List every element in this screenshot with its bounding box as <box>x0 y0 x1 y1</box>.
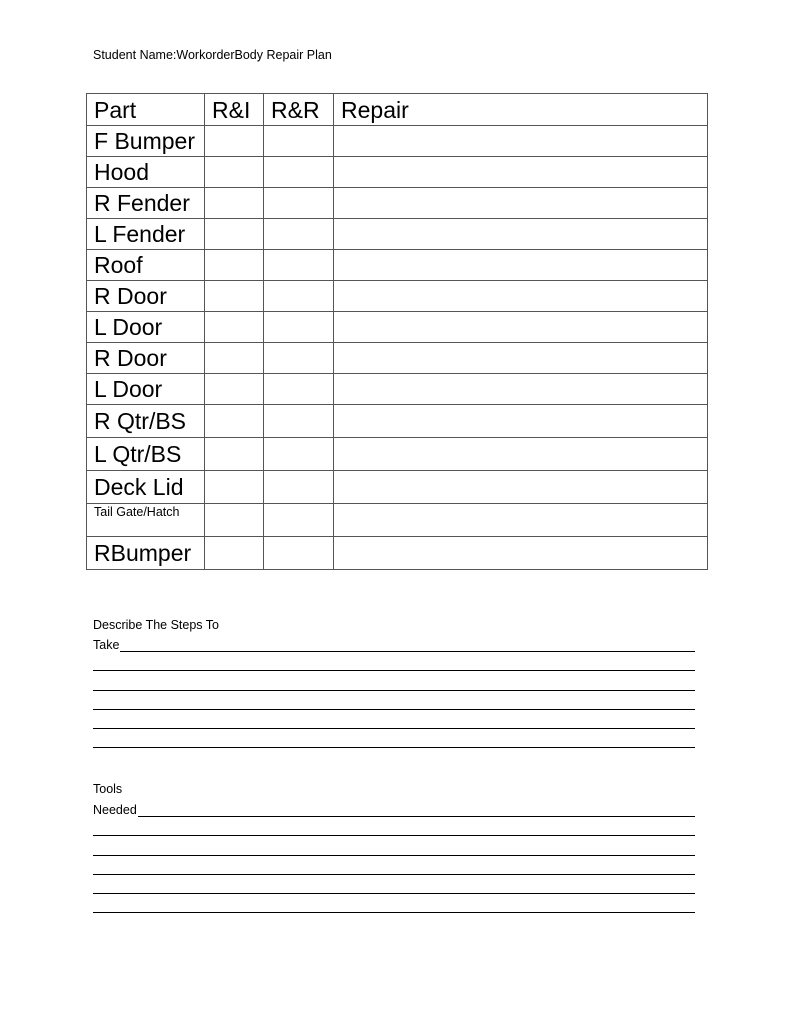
table-header-row <box>87 94 708 126</box>
table-row <box>87 219 708 250</box>
table-row <box>87 504 708 537</box>
r-and-r-cell[interactable] <box>264 537 334 570</box>
steps-line[interactable] <box>93 671 695 690</box>
column-header-r-and-i: R&I <box>205 94 264 126</box>
steps-line[interactable] <box>93 652 695 671</box>
tools-label-line1: Tools <box>93 782 123 796</box>
r-and-i-cell[interactable] <box>205 374 264 405</box>
part-name: L Door <box>87 312 205 343</box>
steps-underline <box>120 641 695 652</box>
tools-line[interactable] <box>93 875 695 894</box>
r-and-i-cell[interactable] <box>205 312 264 343</box>
form-header <box>93 48 698 62</box>
r-and-r-cell[interactable] <box>264 188 334 219</box>
steps-section <box>93 618 695 748</box>
table-row <box>87 374 708 405</box>
table-row <box>87 157 708 188</box>
r-and-r-cell[interactable] <box>264 504 334 537</box>
r-and-r-cell[interactable] <box>264 374 334 405</box>
table-row <box>87 188 708 219</box>
part-name: Roof <box>87 250 205 281</box>
repair-cell[interactable] <box>334 537 708 570</box>
r-and-i-cell[interactable] <box>205 188 264 219</box>
repair-cell[interactable] <box>334 126 708 157</box>
repair-cell[interactable] <box>334 405 708 438</box>
part-name: R Qtr/BS <box>87 405 205 438</box>
repair-cell[interactable] <box>334 157 708 188</box>
table-row <box>87 126 708 157</box>
repair-cell[interactable] <box>334 438 708 471</box>
repair-cell[interactable] <box>334 281 708 312</box>
table-row <box>87 537 708 570</box>
tools-line[interactable] <box>93 836 695 855</box>
table-row <box>87 312 708 343</box>
repair-cell[interactable] <box>334 504 708 537</box>
r-and-i-cell[interactable] <box>205 504 264 537</box>
repair-cell[interactable] <box>334 250 708 281</box>
tools-line-first[interactable] <box>93 800 695 817</box>
part-name: R Door <box>87 281 205 312</box>
r-and-i-cell[interactable] <box>205 343 264 374</box>
repair-cell[interactable] <box>334 343 708 374</box>
r-and-r-cell[interactable] <box>264 312 334 343</box>
part-name: RBumper <box>87 537 205 570</box>
steps-label-line2: Take <box>93 638 120 652</box>
student-name-label: Student Name: <box>93 48 177 62</box>
r-and-r-cell[interactable] <box>264 126 334 157</box>
steps-line[interactable] <box>93 729 695 748</box>
r-and-r-cell[interactable] <box>264 405 334 438</box>
r-and-i-cell[interactable] <box>205 250 264 281</box>
column-header-r-and-r: R&R <box>264 94 334 126</box>
table-row <box>87 281 708 312</box>
r-and-r-cell[interactable] <box>264 250 334 281</box>
part-name: R Fender <box>87 188 205 219</box>
part-name: Tail Gate/Hatch <box>87 504 205 537</box>
part-name: Deck Lid <box>87 471 205 504</box>
steps-line-first[interactable] <box>93 636 695 652</box>
steps-line[interactable] <box>93 710 695 729</box>
r-and-i-cell[interactable] <box>205 157 264 188</box>
r-and-i-cell[interactable] <box>205 405 264 438</box>
table-row <box>87 343 708 374</box>
repair-cell[interactable] <box>334 219 708 250</box>
r-and-i-cell[interactable] <box>205 438 264 471</box>
repair-cell[interactable] <box>334 188 708 219</box>
r-and-r-cell[interactable] <box>264 281 334 312</box>
repair-cell[interactable] <box>334 471 708 504</box>
r-and-i-cell[interactable] <box>205 471 264 504</box>
r-and-r-cell[interactable] <box>264 471 334 504</box>
table-row <box>87 405 708 438</box>
tools-line[interactable] <box>93 894 695 913</box>
r-and-i-cell[interactable] <box>205 219 264 250</box>
r-and-i-cell[interactable] <box>205 126 264 157</box>
part-name: L Door <box>87 374 205 405</box>
part-name: F Bumper <box>87 126 205 157</box>
part-name: R Door <box>87 343 205 374</box>
steps-line[interactable] <box>93 691 695 710</box>
tools-underline <box>138 806 695 817</box>
tools-section <box>93 782 695 913</box>
steps-label-line1: Describe The Steps To <box>93 618 219 632</box>
r-and-r-cell[interactable] <box>264 343 334 374</box>
r-and-i-cell[interactable] <box>205 281 264 312</box>
r-and-r-cell[interactable] <box>264 157 334 188</box>
tools-label-line2: Needed <box>93 803 137 817</box>
repair-cell[interactable] <box>334 374 708 405</box>
table-row <box>87 250 708 281</box>
column-header-part: Part <box>87 94 205 126</box>
workorder-label: Workorder <box>176 48 235 62</box>
column-header-repair: Repair <box>334 94 708 126</box>
tools-line[interactable] <box>93 856 695 875</box>
r-and-i-cell[interactable] <box>205 537 264 570</box>
part-name: Hood <box>87 157 205 188</box>
table-row <box>87 438 708 471</box>
r-and-r-cell[interactable] <box>264 219 334 250</box>
table-row <box>87 471 708 504</box>
r-and-r-cell[interactable] <box>264 438 334 471</box>
repair-cell[interactable] <box>334 312 708 343</box>
part-name: L Qtr/BS <box>87 438 205 471</box>
repair-plan-table <box>86 93 708 570</box>
tools-line[interactable] <box>93 817 695 836</box>
part-name: L Fender <box>87 219 205 250</box>
form-title: Body Repair Plan <box>234 48 332 62</box>
